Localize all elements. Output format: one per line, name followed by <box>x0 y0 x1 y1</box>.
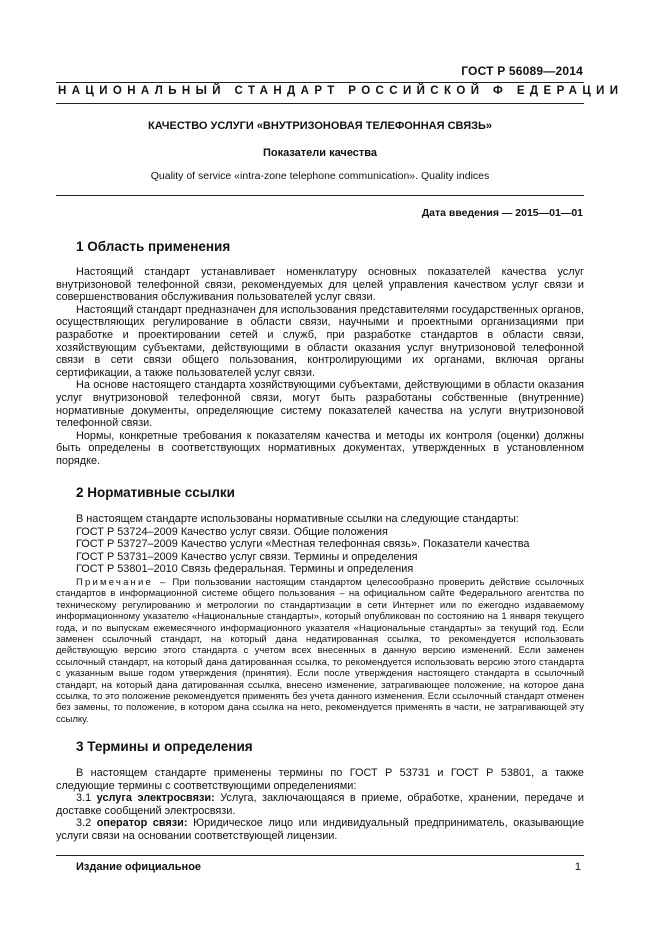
normative-reference: ГОСТ Р 53801–2010 Связь федеральная. Термины и определения <box>76 563 414 576</box>
document-number: ГОСТ Р 56089—2014 <box>461 64 583 78</box>
term-number: 3.2 <box>76 817 92 830</box>
normative-reference: ГОСТ Р 53724–2009 Качество услуг связи. Общие положения <box>76 525 388 538</box>
english-title: Quality of service «intra-zone telephone communication». Quality indices <box>150 170 490 182</box>
term-text: Услуга, заключающаяся в приеме, обработке, хранении, передаче и доставке сообщений электросвязи. <box>56 792 585 817</box>
reference-note <box>56 577 584 725</box>
normative-reference: ГОСТ Р 53727–2009 Качество услуги «Местная телефонная связь». Показатели качества <box>76 538 530 551</box>
section-2-heading: 2 Нормативные ссылки <box>76 485 235 500</box>
section-1-paragraph: Нормы, конкретные требования к показателям качества и методы их контроля (оценки) должны быть определены в соответствующих нормативных документах, утвержденных в установленном порядке. <box>56 429 584 467</box>
header-rule-bottom <box>56 103 584 104</box>
note-text: При пользовании настоящим стандартом целесообразно проверить действие ссылочных стандартов в информационной системе общего пользования – на официальном сайте Федерального агентства по техническому регулированию и метрологии по стандартизации в сети Интернет или по ежегодно издаваемому информационному указателю «Национальные стандарты», который опубликован по состоянию на 1 января текущего года, и по выпускам ежемесячного информационного указателя «Национальные стандарты» за текущий год. Если заменен ссылочный стандарт, на который дана недатированная ссылка, то рекомендуется использовать действующую версию этого стандарта с учетом всех внесенных в данную версию изменений. Если заменен ссылочный стандарт, на который дана датированная ссылка, то рекомендуется использовать версию этого стандарта с указанным выше годом утверждения (принятия). Если после утверждения настоящего стандарта в ссылочный стандарт, на который дана датированная ссылка, внесено изменение, затрагивающее положение, на которое дана ссылка, то это положение рекомендуется применять без учета данного изменения. Если ссылочный стандарт отменен без замены, то положение, в котором дана ссылка на него, рекомендуется применять в части, не затрагивающей эту ссылку. <box>56 577 585 725</box>
introduction-date: Дата введения — 2015—01—01 <box>421 207 583 219</box>
section-1-body <box>56 266 584 468</box>
section-2-body <box>56 513 584 576</box>
normative-reference: ГОСТ Р 53731–2009 Качество услуг связи. Термины и определения <box>76 550 418 563</box>
header-rule-top <box>56 82 584 83</box>
section-3-heading: 3 Термины и определения <box>76 739 253 754</box>
section-3-body <box>56 767 584 843</box>
term-definition <box>56 817 584 842</box>
footer-rule <box>56 855 584 856</box>
section-1-paragraph: Настоящий стандарт предназначен для использования представителями государственных органов, осуществляющих регулирование в области связи, научными и проектными организациями при разработке и проектировании сетей и служб, при разработке стандартов в области связи, хозяйствующим субъектами, действующими в области оказания услуг внутризоновой телефонной связи в сети связи общего пользования, контролирующими их органами, включая органы сертификации, а также пользователей услуг связи. <box>56 303 584 379</box>
term-name: услуга электросвязи: <box>96 792 215 805</box>
section-1-heading: 1 Область применения <box>76 239 231 254</box>
term-text: Юридическое лицо или индивидуальный предприниматель, оказывающие услуги связи на основании соответствующей лицензии. <box>56 817 584 842</box>
document-subtitle: Показатели качества <box>262 147 378 159</box>
section-2-intro: В настоящем стандарте использованы нормативные ссылки на следующие стандарты: <box>76 513 519 525</box>
section-1-paragraph: Настоящий стандарт устанавливает номенклатуру основных показателей качества услуг внутризоновой телефонной связи, рекомендуемых для целей управления качеством услуг связи и совершенствования обслуживания пользователей услуг связи. <box>56 266 584 304</box>
edition-label: Издание официальное <box>76 861 202 873</box>
document-title: КАЧЕСТВО УСЛУГИ «ВНУТРИЗОНОВАЯ ТЕЛЕФОННАЯ СВЯЗЬ» <box>147 120 493 132</box>
section-1-paragraph: На основе настоящего стандарта хозяйствующими субъектами, действующими в области оказания услуг внутризоновой телефонной связи, могут быть разработаны собственные (внутренние) нормативные документы, определяющие систему показателей качества на услуги внутризоновой телефонной связи. <box>56 379 584 430</box>
section-3-intro: В настоящем стандарте применены термины по ГОСТ Р 53731 и ГОСТ Р 53801, а также следующие термины с соответствующими определениями: <box>56 767 584 792</box>
term-definition <box>56 792 584 817</box>
note-lead: Примечание – <box>76 577 168 588</box>
national-standard-banner: НАЦИОНАЛЬНЫЙ СТАНДАРТ РОССИЙСКОЙ Ф ЕДЕРАЦИИ <box>58 85 624 97</box>
term-number: 3.1 <box>76 792 92 805</box>
page-number: 1 <box>574 861 581 873</box>
title-rule <box>56 195 584 196</box>
term-name: оператор связи: <box>96 817 188 830</box>
